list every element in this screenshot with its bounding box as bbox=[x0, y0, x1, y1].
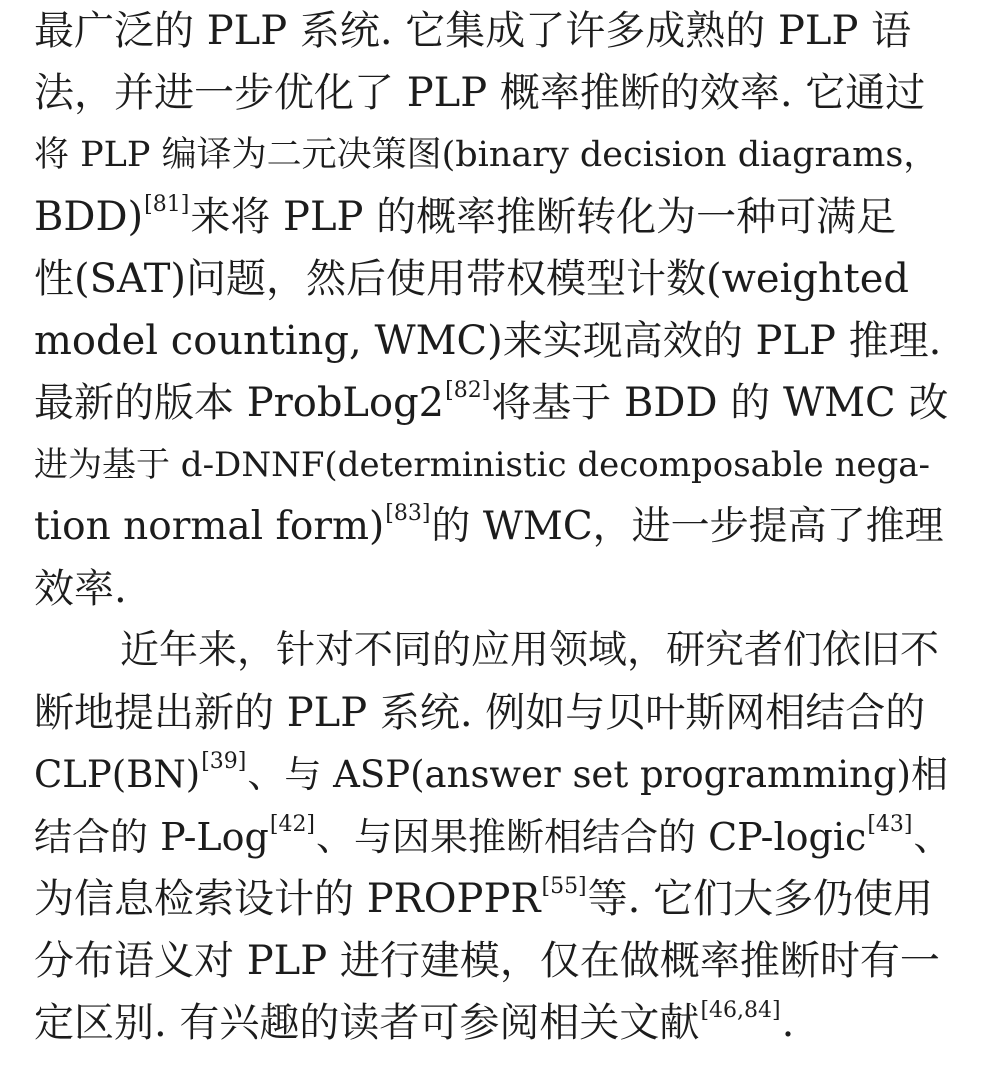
text-segment: model counting, WMC)来实现高效的 PLP 推理. bbox=[34, 318, 942, 364]
text-segment: 分布语义对 PLP 进行建模，仅在做概率推断时有一 bbox=[34, 938, 940, 984]
text-line: CLP(BN) [39] 、与 ASP(answer set programming)相 bbox=[34, 744, 948, 806]
text-segment: 法，并进一步优化了 PLP 概率推断的效率. 它通过 bbox=[34, 70, 926, 116]
text-line: 定区别. 有兴趣的读者可参阅相关文献 [46,84] . bbox=[34, 992, 794, 1054]
text-segment: 最新的版本 ProbLog2 bbox=[34, 380, 445, 426]
text-segment: tion normal form) bbox=[34, 504, 385, 549]
text-segment: 为信息检索设计的 PROPPR bbox=[34, 876, 541, 922]
text-segment: 、 bbox=[913, 815, 952, 859]
text-line: 最新的版本 ProbLog2 [82] 将基于 BDD 的 WMC 改 bbox=[34, 372, 948, 434]
text-segment: 效率. bbox=[34, 566, 127, 612]
text-line bbox=[34, 124, 952, 186]
text-line: 结合的 P-Log [42] 、与因果推断相结合的 CP-logic [43] 、 bbox=[34, 806, 952, 868]
text-segment: 的 WMC，进一步提高了推理 bbox=[431, 504, 944, 549]
text-segment: 、与 ASP(answer set programming)相 bbox=[247, 753, 948, 796]
text-segment: 等. 它们大多仍使用 bbox=[587, 876, 934, 922]
text-line bbox=[34, 682, 952, 744]
text-line bbox=[34, 930, 952, 992]
text-line bbox=[34, 0, 952, 62]
text-line bbox=[34, 62, 952, 124]
text-line bbox=[34, 434, 952, 496]
text-segment: 定区别. 有兴趣的读者可参阅相关文献 bbox=[34, 1000, 700, 1046]
text-segment: 将基于 BDD 的 WMC 改 bbox=[491, 380, 949, 426]
text-segment: 最广泛的 PLP 系统. 它集成了许多成熟的 PLP 语 bbox=[34, 8, 912, 54]
text-segment: 将 PLP 编译为二元决策图(binary decision diagrams， bbox=[34, 135, 939, 175]
text-segment: 性(SAT)问题，然后使用带权模型计数(weighted bbox=[34, 256, 910, 302]
text-segment: 结合的 P-Log bbox=[34, 815, 269, 859]
text-segment: 来将 PLP 的概率推断转化为一种可满足 bbox=[190, 194, 897, 240]
text-segment: 、与因果推断相结合的 CP-logic bbox=[316, 815, 867, 859]
text-segment: 进为基于 d-DNNF(deterministic decomposable nega- bbox=[34, 445, 931, 485]
text-line bbox=[34, 310, 952, 372]
text-line bbox=[120, 620, 952, 682]
text-line bbox=[34, 248, 952, 310]
text-line: BDD) [81] 来将 PLP 的概率推断转化为一种可满足 bbox=[34, 186, 896, 248]
text-line: tion normal form) [83] 的 WMC，进一步提高了推理 bbox=[34, 496, 944, 558]
text-segment: . bbox=[781, 1000, 795, 1046]
text-line: 为信息检索设计的 PROPPR [55] 等. 它们大多仍使用 bbox=[34, 868, 933, 930]
text-segment: BDD) bbox=[34, 194, 144, 240]
text-segment: CLP(BN) bbox=[34, 753, 201, 796]
text-segment: 断地提出新的 PLP 系统. 例如与贝叶斯网相结合的 bbox=[34, 690, 926, 736]
text-line bbox=[34, 558, 127, 620]
text-segment: 近年来，针对不同的应用领域，研究者们依旧不 bbox=[120, 628, 940, 673]
